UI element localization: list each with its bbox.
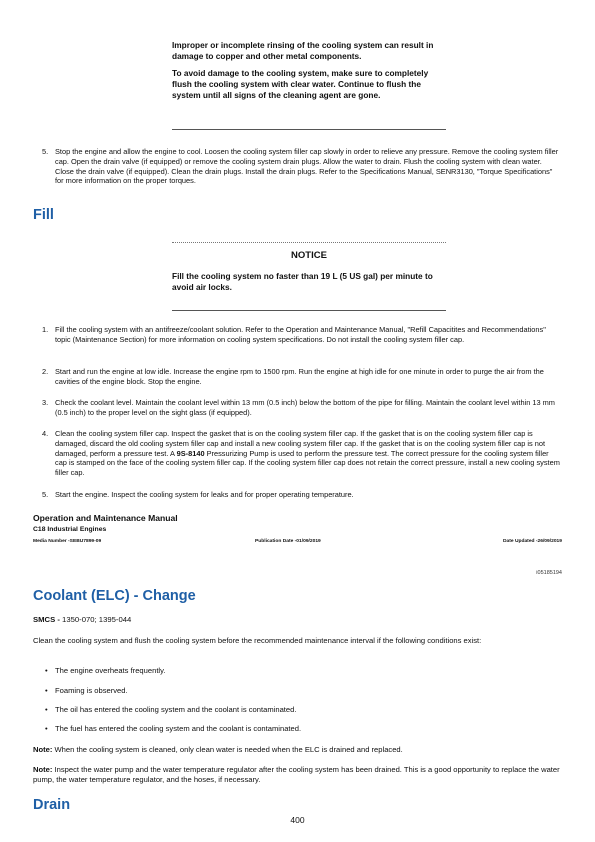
list-item: • The fuel has entered the cooling system and the coolant is contaminated. [45,724,302,733]
smcs-codes [33,615,131,624]
smcs-label: SMCS - [33,615,60,624]
page-number: 400 [290,815,305,825]
fill-step [42,367,562,387]
step-number: 5. [42,147,49,156]
step-text-part: Pressurizing Pump is used to perform the pressure test. The correct pressure for the cooling system filler cap is stamped on the face of the cooling system filler cap. If the cooling system filler cap does not retain the correct pressure, install a new cooling system filler cap. [55,448,560,478]
note-label: Note: [33,765,53,774]
manual-subtitle: C18 Industrial Engines [33,526,107,533]
step-number: 4. [42,429,49,438]
list-item-text: Foaming is observed. [55,686,128,695]
notice-title: NOTICE [291,250,327,261]
media-number: Media Number -SEBU7899-09 [33,539,102,544]
document-id: i05185194 [536,570,562,576]
note-label: Note: [33,745,53,754]
fill-step [42,325,562,345]
divider [172,242,446,243]
step-number: 3. [42,398,49,407]
step-number: 5. [42,490,49,499]
intro-paragraph: Clean the cooling system and flush the cooling system before the recommended maintenance interval if the following conditions exist: [33,636,482,645]
date-updated: Date Updated -26/09/2019 [503,539,562,544]
fill-step [42,429,562,478]
fill-step [42,398,562,418]
list-item: • Foaming is observed. [45,686,128,695]
step-text: Start the engine. Inspect the cooling system for leaks and for proper operating temperature. [55,490,354,499]
step-text [55,429,562,478]
caution-paragraph: Improper or incomplete rinsing of the cooling system can result in damage to copper and other metal components. [172,40,434,61]
smcs-value: 1350-070; 1395-044 [59,615,132,624]
divider [172,129,446,130]
list-item: • The engine overheats frequently. [45,666,166,675]
note [33,765,563,785]
step-number: 1. [42,325,49,334]
note-text: When the cooling system is cleaned, only clean water is needed when the ELC is drained and replaced. [52,745,403,754]
step-text: Stop the engine and allow the engine to cool. Loosen the cooling system filler cap slowly in order to relieve any pressure. Remove the cooling system filler cap. Open the drain valve (if equipped) or remove the cooling system drain plugs. Allow the water to drain. Flush the cooling system with clean water. Close the drain valve (if equipped). Clean the drain plugs. Install the drain plugs. Refer to the Specifications Manual, SENR3130, "Torque Specifications" for more information on the proper torques. [55,147,559,186]
notice-text [172,271,446,299]
section-heading-drain: Drain [33,797,71,813]
flush-step [42,147,562,186]
caution-text [172,40,446,107]
section-heading-coolant-change: Coolant (ELC) - Change [33,588,196,604]
part-number: 9S-8140 [176,448,205,458]
fill-step [42,490,562,500]
note [33,745,563,755]
list-item-text: The fuel has entered the cooling system and the coolant is contaminated. [55,724,302,733]
step-text: Start and run the engine at low idle. Increase the engine rpm to 1500 rpm. Run the engine at high idle for one minute in order to purge the air from the cavities of the engine block. Stop the engine. [55,367,544,386]
step-text: Check the coolant level. Maintain the coolant level within 13 mm (0.5 inch) below the bottom of the pipe for filling. Maintain the coolant level within 13 mm (0.5 inch) to the proper level on the sight glass (if equipped). [55,398,555,417]
divider [172,310,446,311]
caution-paragraph: To avoid damage to the cooling system, make sure to completely flush the cooling system with clear water. Continue to flush the system until all signs of the cleaning agent are gone. [172,68,429,100]
publication-date: Publication Date -01/09/2019 [255,539,321,544]
step-number: 2. [42,367,49,376]
note-text: Inspect the water pump and the water temperature regulator after the cooling system has been drained. This is a good opportunity to replace the water pump, the water temperature regulator, and the hoses, if necessary. [33,765,560,784]
list-item: • The oil has entered the cooling system and the coolant is contaminated. [45,705,297,714]
list-item-text: The oil has entered the cooling system and the coolant is contaminated. [55,705,297,714]
step-text-part: Clean the cooling system filler cap. Inspect the gasket that is on the cooling system filler cap. If the gasket that is on the cooling system filler cap is damaged, discard the old cooling system filler cap and install a new cooling system filler cap. If the gasket that is on the cooling system filler cap is not damaged, perform a pressure test. A [55,429,546,458]
step-text: Fill the cooling system with an antifreeze/coolant solution. Refer to the Operation and Maintenance Manual, "Refill Capacitites and Recommendations" topic (Maintenance Section) for more information on cooling system specifications. Do not install the cooling system filler cap. [55,325,546,344]
manual-title: Operation and Maintenance Manual [33,513,178,523]
section-heading-fill: Fill [33,207,54,223]
list-item-text: The engine overheats frequently. [55,666,166,675]
notice-paragraph: Fill the cooling system no faster than 19 L (5 US gal) per minute to avoid air locks. [172,271,433,292]
